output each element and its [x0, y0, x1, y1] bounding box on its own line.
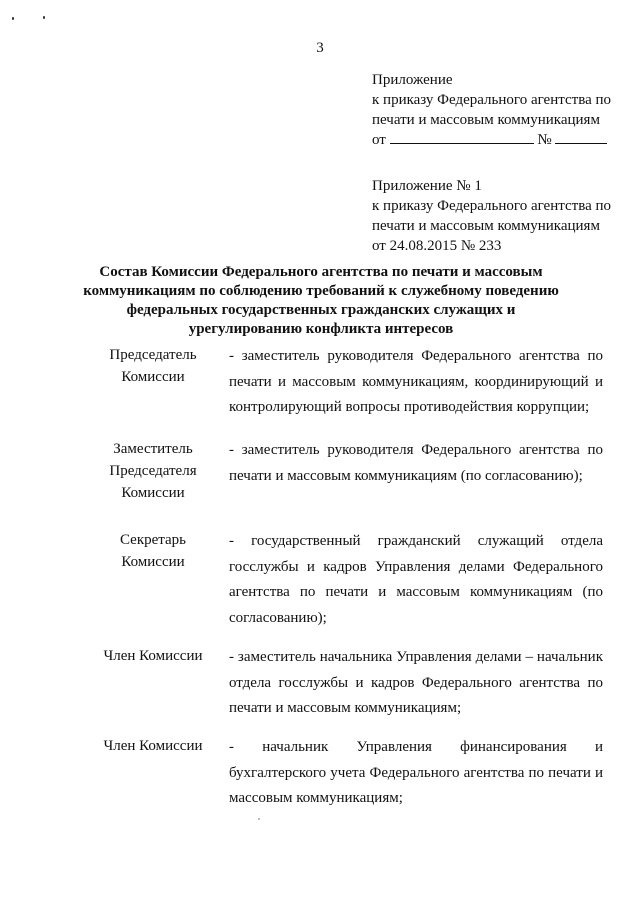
member-description: - государственный гражданский служащий отдела госслужбы и кадров Управления делами Федерального агентства по печати и массовым коммуникациям (по согласованию); [229, 533, 603, 626]
appendix-date-line [372, 130, 632, 150]
member-description: - заместитель начальника Управления делами – начальник отдела госслужбы и кадров Федерального агентства по печати и массовым коммуникациям; [229, 649, 603, 716]
appendix-line: печати и массовым коммуникациям [372, 218, 600, 234]
member-role: Заместитель Председателя Комиссии [109, 441, 197, 501]
scan-speck [43, 16, 45, 19]
number-label: № [537, 132, 552, 148]
member-role: Член Комиссии [103, 648, 203, 664]
scan-speck [12, 17, 14, 20]
document-title: Состав Комиссии Федерального агентства по печати и массовым коммуникациям по соблюдению требований к служебному поведению федеральных государственных гражданских служащих и урегулированию конфликта интересов [83, 264, 559, 337]
appendix-1-header [372, 176, 632, 256]
appendix-header [372, 70, 632, 150]
member-role: Председатель Комиссии [109, 347, 197, 385]
appendix-line: к приказу Федерального агентства по [372, 198, 612, 214]
member-description: - заместитель руководителя Федерального агентства по печати и массовым коммуникациям (по согласованию); [229, 442, 603, 484]
member-role: Член Комиссии [103, 738, 203, 754]
appendix-line: к приказу Федерального агентства по [372, 92, 612, 108]
appendix-line: печати и массовым коммуникациям [372, 112, 600, 128]
date-blank [390, 131, 534, 144]
scan-speck [258, 818, 260, 820]
from-label: от [372, 132, 386, 148]
appendix-title: Приложение № 1 [372, 178, 482, 194]
member-description: - начальник Управления финансирования и бухгалтерского учета Федерального агентства по печати и массовым коммуникациям; [229, 739, 603, 806]
number-blank [555, 131, 607, 144]
member-role: Секретарь Комиссии [119, 532, 187, 570]
appendix-title: Приложение [372, 72, 453, 88]
member-description: - заместитель руководителя Федерального агентства по печати и массовым коммуникациям, координирующий и контролирующий вопросы противодействия коррупции; [229, 348, 603, 415]
appendix-date-line: от 24.08.2015 № 233 [372, 238, 502, 254]
page-number: 3 [316, 40, 324, 56]
